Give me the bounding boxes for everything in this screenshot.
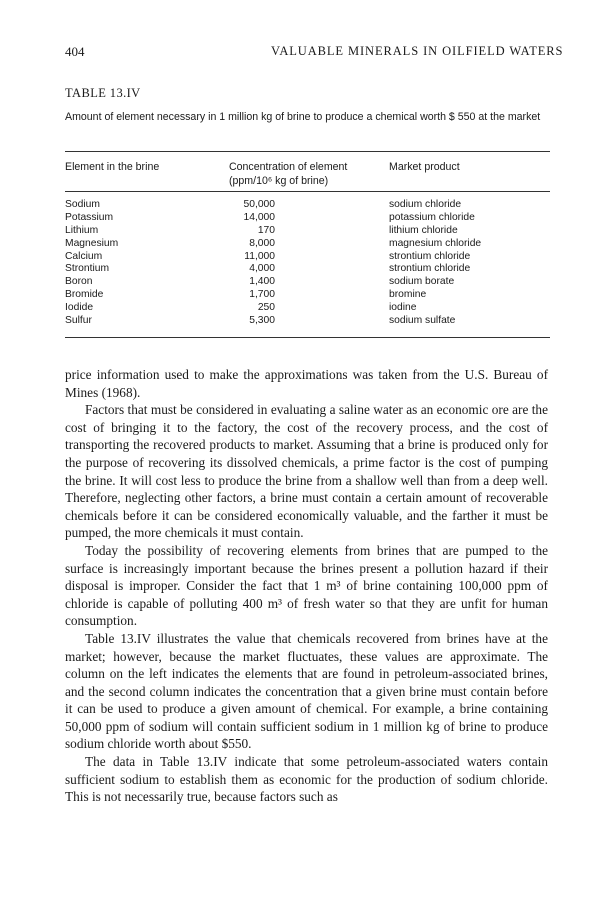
cell-element: Sulfur (65, 315, 92, 327)
paragraph: Table 13.IV illustrates the value that chemicals recovered from brines have at the market; however, because the market fluctuates, these values are approximate. The column on the left indicates the elements that are found in petroleum-associated brines, and the second column indicates the concentration that a given brine must contain before it can be used to produce a given amount of chemical. For example, a brine containing 50,000 ppm of sodium will contain sufficient sodium in 1 million kg of brine to produce sodium chloride worth about $550. (65, 630, 548, 752)
cell-concentration: 250 (257, 302, 275, 314)
cell-element: Calcium (65, 250, 103, 262)
cell-element: Bromide (65, 289, 104, 301)
cell-product: strontium chloride (389, 250, 471, 262)
cell-product: bromine (389, 289, 427, 301)
column-header-concentration-line1: Concentration of element (229, 161, 348, 173)
column-header-concentration-line2: (ppm/10⁶ kg of brine) (229, 175, 329, 187)
column-header-element: Element in the brine (65, 161, 160, 173)
cell-element: Potassium (65, 211, 114, 223)
cell-product: potassium chloride (389, 211, 475, 223)
table-row (65, 302, 550, 315)
page-number: 404 (65, 44, 85, 59)
table-header-rule (65, 191, 550, 192)
cell-concentration: 1,400 (249, 276, 275, 288)
column-header-product: Market product (389, 161, 460, 173)
cell-element: Sodium (65, 199, 100, 210)
table-row (65, 199, 550, 212)
cell-concentration: 4,000 (249, 263, 275, 275)
table-row (65, 212, 550, 225)
table-row (65, 289, 550, 302)
paragraph: Today the possibility of recovering elements from brines that are pumped to the surface is increasingly important because the brines present a pollution hazard if their disposal is improper. Consider the fact that 1 m³ of brine containing 100,000 ppm of chloride is capable of polluting 400 m³ of fresh water so that they are unfit for human consumption. (65, 542, 548, 629)
cell-element: Iodide (65, 302, 94, 314)
cell-element: Magnesium (65, 237, 119, 249)
cell-concentration: 8,000 (249, 237, 275, 249)
cell-concentration: 50,000 (243, 199, 275, 210)
cell-product: strontium chloride (389, 263, 471, 275)
cell-element: Lithium (65, 224, 99, 236)
table-row (65, 263, 550, 276)
cell-product: magnesium chloride (389, 237, 482, 249)
table-row (65, 238, 550, 251)
body-text (65, 366, 548, 806)
table-row (65, 225, 550, 238)
cell-product: sodium sulfate (389, 315, 456, 327)
cell-product: iodine (389, 302, 417, 314)
cell-concentration: 14,000 (243, 211, 275, 223)
cell-element: Boron (65, 276, 93, 288)
column-header-concentration (229, 160, 347, 188)
table-row (65, 251, 550, 264)
table-body (65, 199, 550, 328)
table-top-rule (65, 151, 550, 152)
cell-concentration: 5,300 (249, 315, 275, 327)
paragraph: Factors that must be considered in evaluating a saline water as an economic ore are the cost of bringing it to the factory, the cost of the recovery process, and the cost of transporting the recovered products to market. Assuming that a brine is produced only for the purpose of recovering its dissolved chemicals, a prime factor is the cost of pumping the brine. It will cost less to produce the brine from a shallow well than from a deep well. Therefore, neglecting other factors, a brine must contain a certain amount of recoverable chemicals before it can be considered economically valuable, and the farther it must be pumped, the more chemicals it must contain. (65, 402, 548, 541)
cell-product: sodium chloride (389, 199, 462, 210)
cell-product: sodium borate (389, 276, 455, 288)
table-caption: Amount of element necessary in 1 million kg of brine to produce a chemical worth $ 550 at the market (65, 111, 541, 123)
table-label: TABLE 13.IV (65, 86, 141, 100)
cell-element: Strontium (65, 263, 110, 275)
paragraph: price information used to make the approximations was taken from the U.S. Bureau of Mines (1968). (65, 367, 548, 400)
table-bottom-rule (65, 337, 550, 338)
running-title: VALUABLE MINERALS IN OILFIELD WATERS (271, 44, 564, 58)
paragraph: The data in Table 13.IV indicate that some petroleum-associated waters contain sufficient sodium to establish them as economic for the production of sodium chloride. This is not necessarily true, because factors such as (65, 754, 548, 805)
cell-concentration: 170 (257, 224, 275, 236)
cell-concentration: 11,000 (244, 250, 275, 262)
cell-product: lithium chloride (389, 224, 458, 236)
table-row (65, 276, 550, 289)
table-row (65, 315, 550, 328)
cell-concentration: 1,700 (249, 289, 275, 301)
